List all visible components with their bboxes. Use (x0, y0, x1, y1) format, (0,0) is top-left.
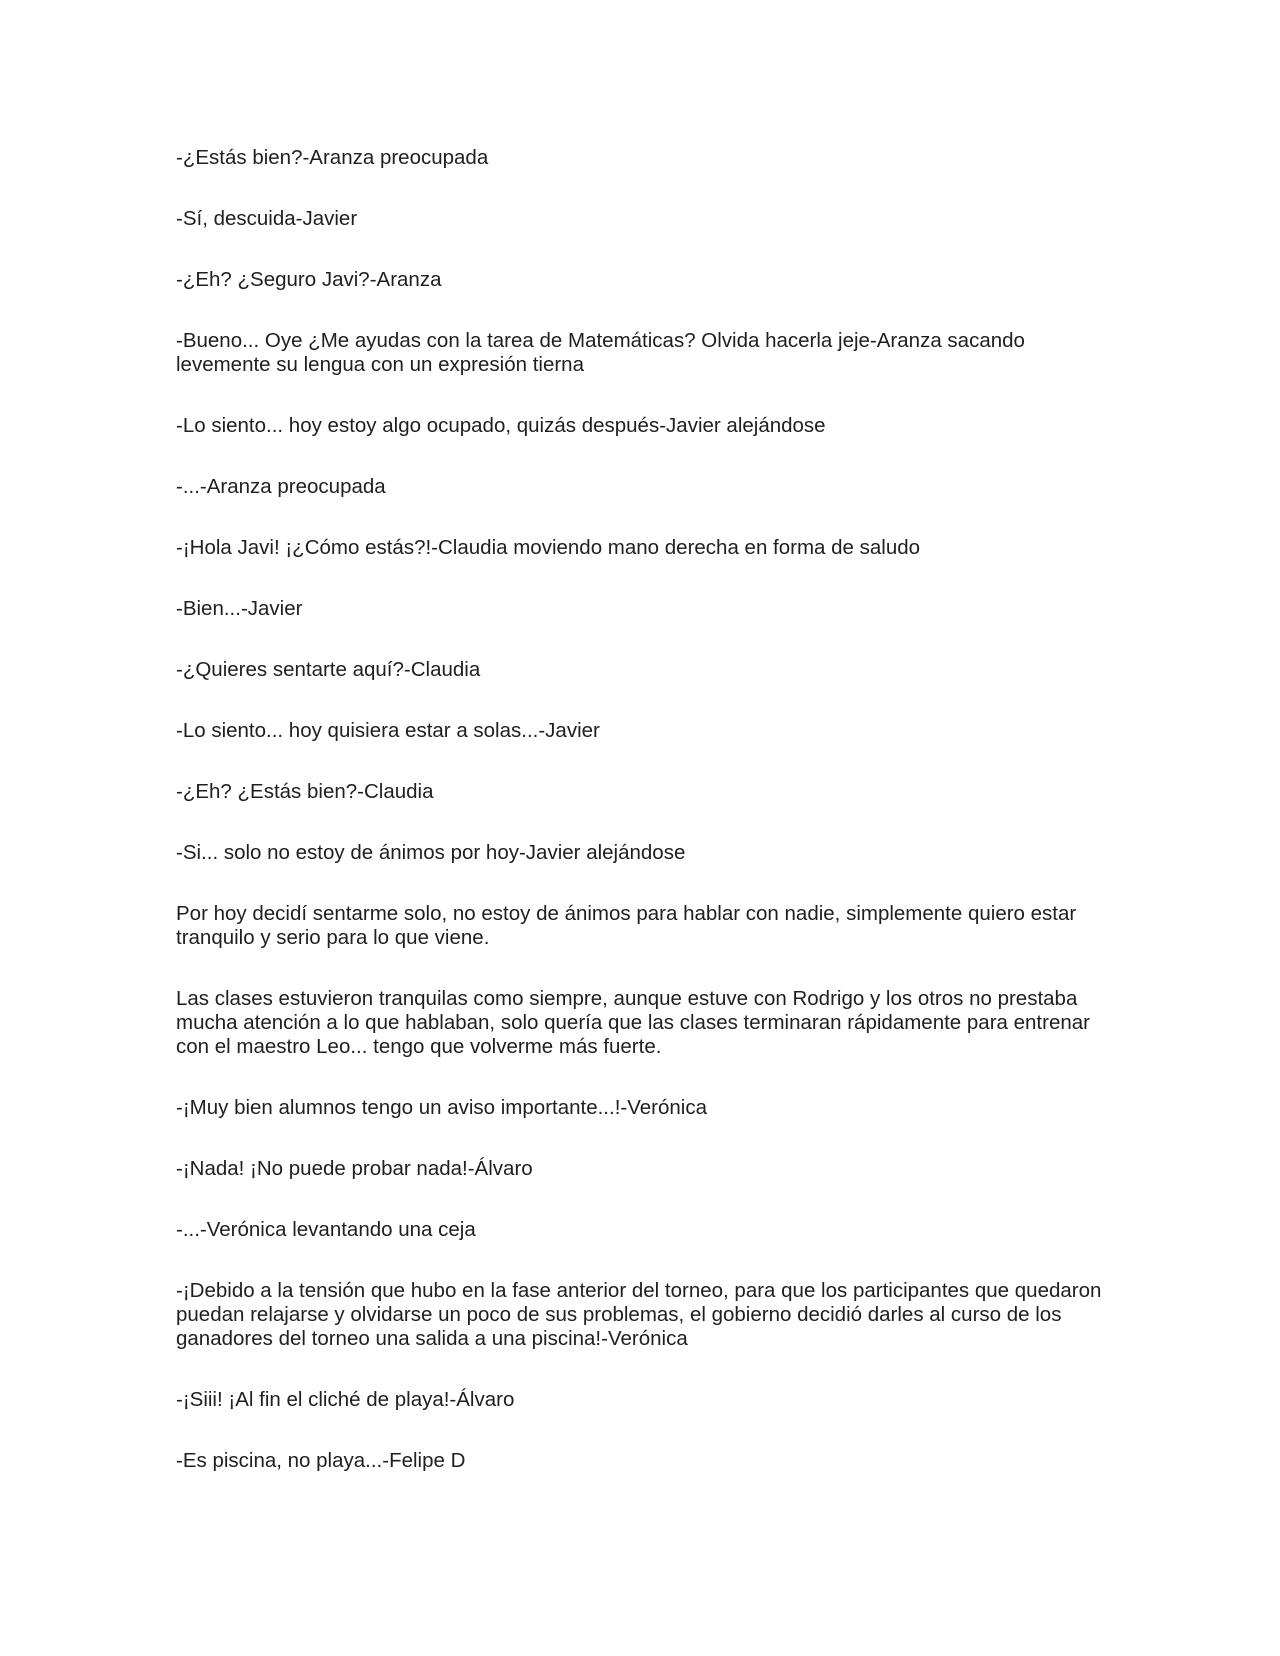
paragraph: Las clases estuvieron tranquilas como siempre, aunque estuve con Rodrigo y los otros no prestaba mucha atención a lo que hablaban, solo quería que las clases terminaran rápidamente para entrenar con el maestro Leo... tengo que volverme más fuerte. (176, 987, 1090, 1058)
paragraph: -Lo siento... hoy quisiera estar a solas...-Javier (176, 719, 600, 742)
paragraph: -Bien...-Javier (176, 597, 303, 620)
paragraph: -Sí, descuida-Javier (176, 207, 358, 230)
document-page (176, 146, 1116, 1510)
paragraph: -Si... solo no estoy de ánimos por hoy-Javier alejándose (176, 841, 686, 864)
paragraph: -Bueno... Oye ¿Me ayudas con la tarea de Matemáticas? Olvida hacerla jeje-Aranza sacando levemente su lengua con un expresión tierna (176, 329, 1025, 376)
paragraph: -¿Eh? ¿Estás bien?-Claudia (176, 780, 434, 803)
paragraph: -¡Muy bien alumnos tengo un aviso importante...!-Verónica (176, 1096, 707, 1119)
paragraph: -Lo siento... hoy estoy algo ocupado, quizás después-Javier alejándose (176, 414, 826, 437)
paragraph: -¿Quieres sentarte aquí?-Claudia (176, 658, 481, 681)
paragraph: -¡Nada! ¡No puede probar nada!-Álvaro (176, 1157, 533, 1180)
paragraph: -¡Siii! ¡Al fin el cliché de playa!-Álvaro (176, 1388, 515, 1411)
paragraph: -...-Verónica levantando una ceja (176, 1218, 476, 1241)
paragraph: -¿Estás bien?-Aranza preocupada (176, 146, 489, 169)
paragraph: -¡Debido a la tensión que hubo en la fase anterior del torneo, para que los participantes que quedaron puedan relajarse y olvidarse un poco de sus problemas, el gobierno decidió darles al curso de los ganadores del torneo una salida a una piscina!-Verónica (176, 1279, 1102, 1350)
paragraph: Por hoy decidí sentarme solo, no estoy de ánimos para hablar con nadie, simplemente quiero estar tranquilo y serio para lo que viene. (176, 902, 1077, 949)
paragraph: -...-Aranza preocupada (176, 475, 386, 498)
paragraph: -¡Hola Javi! ¡¿Cómo estás?!-Claudia moviendo mano derecha en forma de saludo (176, 536, 921, 559)
paragraph: -¿Eh? ¿Seguro Javi?-Aranza (176, 268, 442, 291)
paragraph: -Es piscina, no playa...-Felipe D (176, 1449, 466, 1472)
